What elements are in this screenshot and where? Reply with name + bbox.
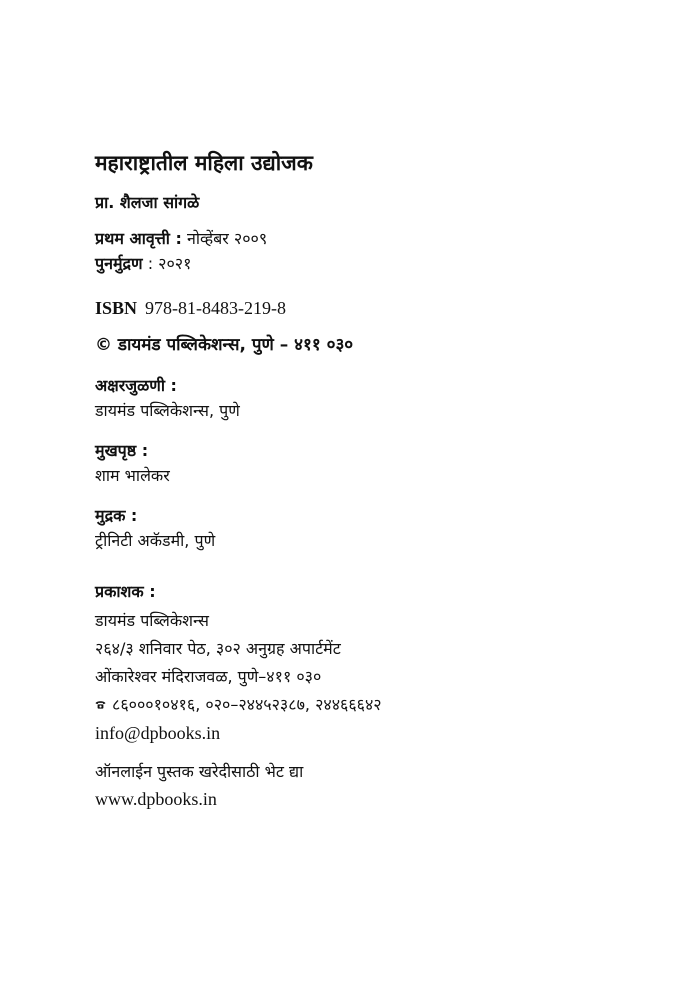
- typesetting-value: डायमंड पब्लिकेशन्स, पुणे: [95, 401, 240, 420]
- first-edition: [95, 226, 655, 251]
- cover-value: शाम भालेकर: [95, 466, 170, 485]
- reprint: [95, 251, 655, 276]
- reprint-label: पुनर्मुद्रण: [95, 254, 143, 273]
- publisher-name: डायमंड पब्लिकेशन्स: [95, 611, 209, 630]
- publisher-email: info@dpbooks.in: [95, 723, 221, 743]
- typesetting-label: अक्षरजुळणी :: [95, 376, 177, 395]
- publisher-address-line2: ओंकारेश्वर मंदिराजवळ, पुणे–४११ ०३०: [95, 667, 322, 686]
- publisher-address-line1: २६४/३ शनिवार पेठ, ३०२ अनुग्रह अपार्टमेंट: [95, 639, 341, 658]
- website: www.dpbooks.in: [95, 789, 217, 809]
- online-purchase-text: ऑनलाईन पुस्तक खरेदीसाठी भेट द्या: [95, 762, 304, 781]
- book-author: प्रा. शैलजा सांगळे: [95, 193, 200, 212]
- imprint-page: [95, 148, 655, 813]
- book-title: महाराष्ट्रातील महिला उद्योजक: [95, 151, 313, 175]
- cover-label: मुखपृष्ठ :: [95, 441, 149, 460]
- isbn: [95, 296, 655, 320]
- isbn-label: ISBN: [95, 298, 138, 318]
- printer-block: [95, 504, 655, 553]
- online-block: [95, 759, 655, 813]
- first-edition-label: प्रथम आवृत्ती :: [95, 229, 182, 248]
- isbn-value: 978-81-8483-219-8: [145, 298, 287, 318]
- cover-block: [95, 439, 655, 488]
- printer-value: ट्रीनिटी अकॅडमी, पुणे: [95, 531, 216, 550]
- publisher-phones-row: [95, 691, 655, 719]
- publisher-phones: ८६०००१०४१६, ०२०–२४४५२३८७, २४४६६६४२: [112, 695, 382, 714]
- telephone-icon: [95, 700, 106, 709]
- first-edition-value: नोव्हेंबर २००९: [181, 229, 268, 248]
- copyright-notice: © डायमंड पब्लिकेशन्स, पुणे – ४११ ०३०: [95, 335, 354, 355]
- publisher-block: [95, 579, 655, 747]
- reprint-value: : २०२१: [142, 254, 192, 273]
- printer-label: मुद्रक :: [95, 506, 138, 525]
- publisher-label: प्रकाशक :: [95, 582, 156, 601]
- typesetting-block: [95, 374, 655, 423]
